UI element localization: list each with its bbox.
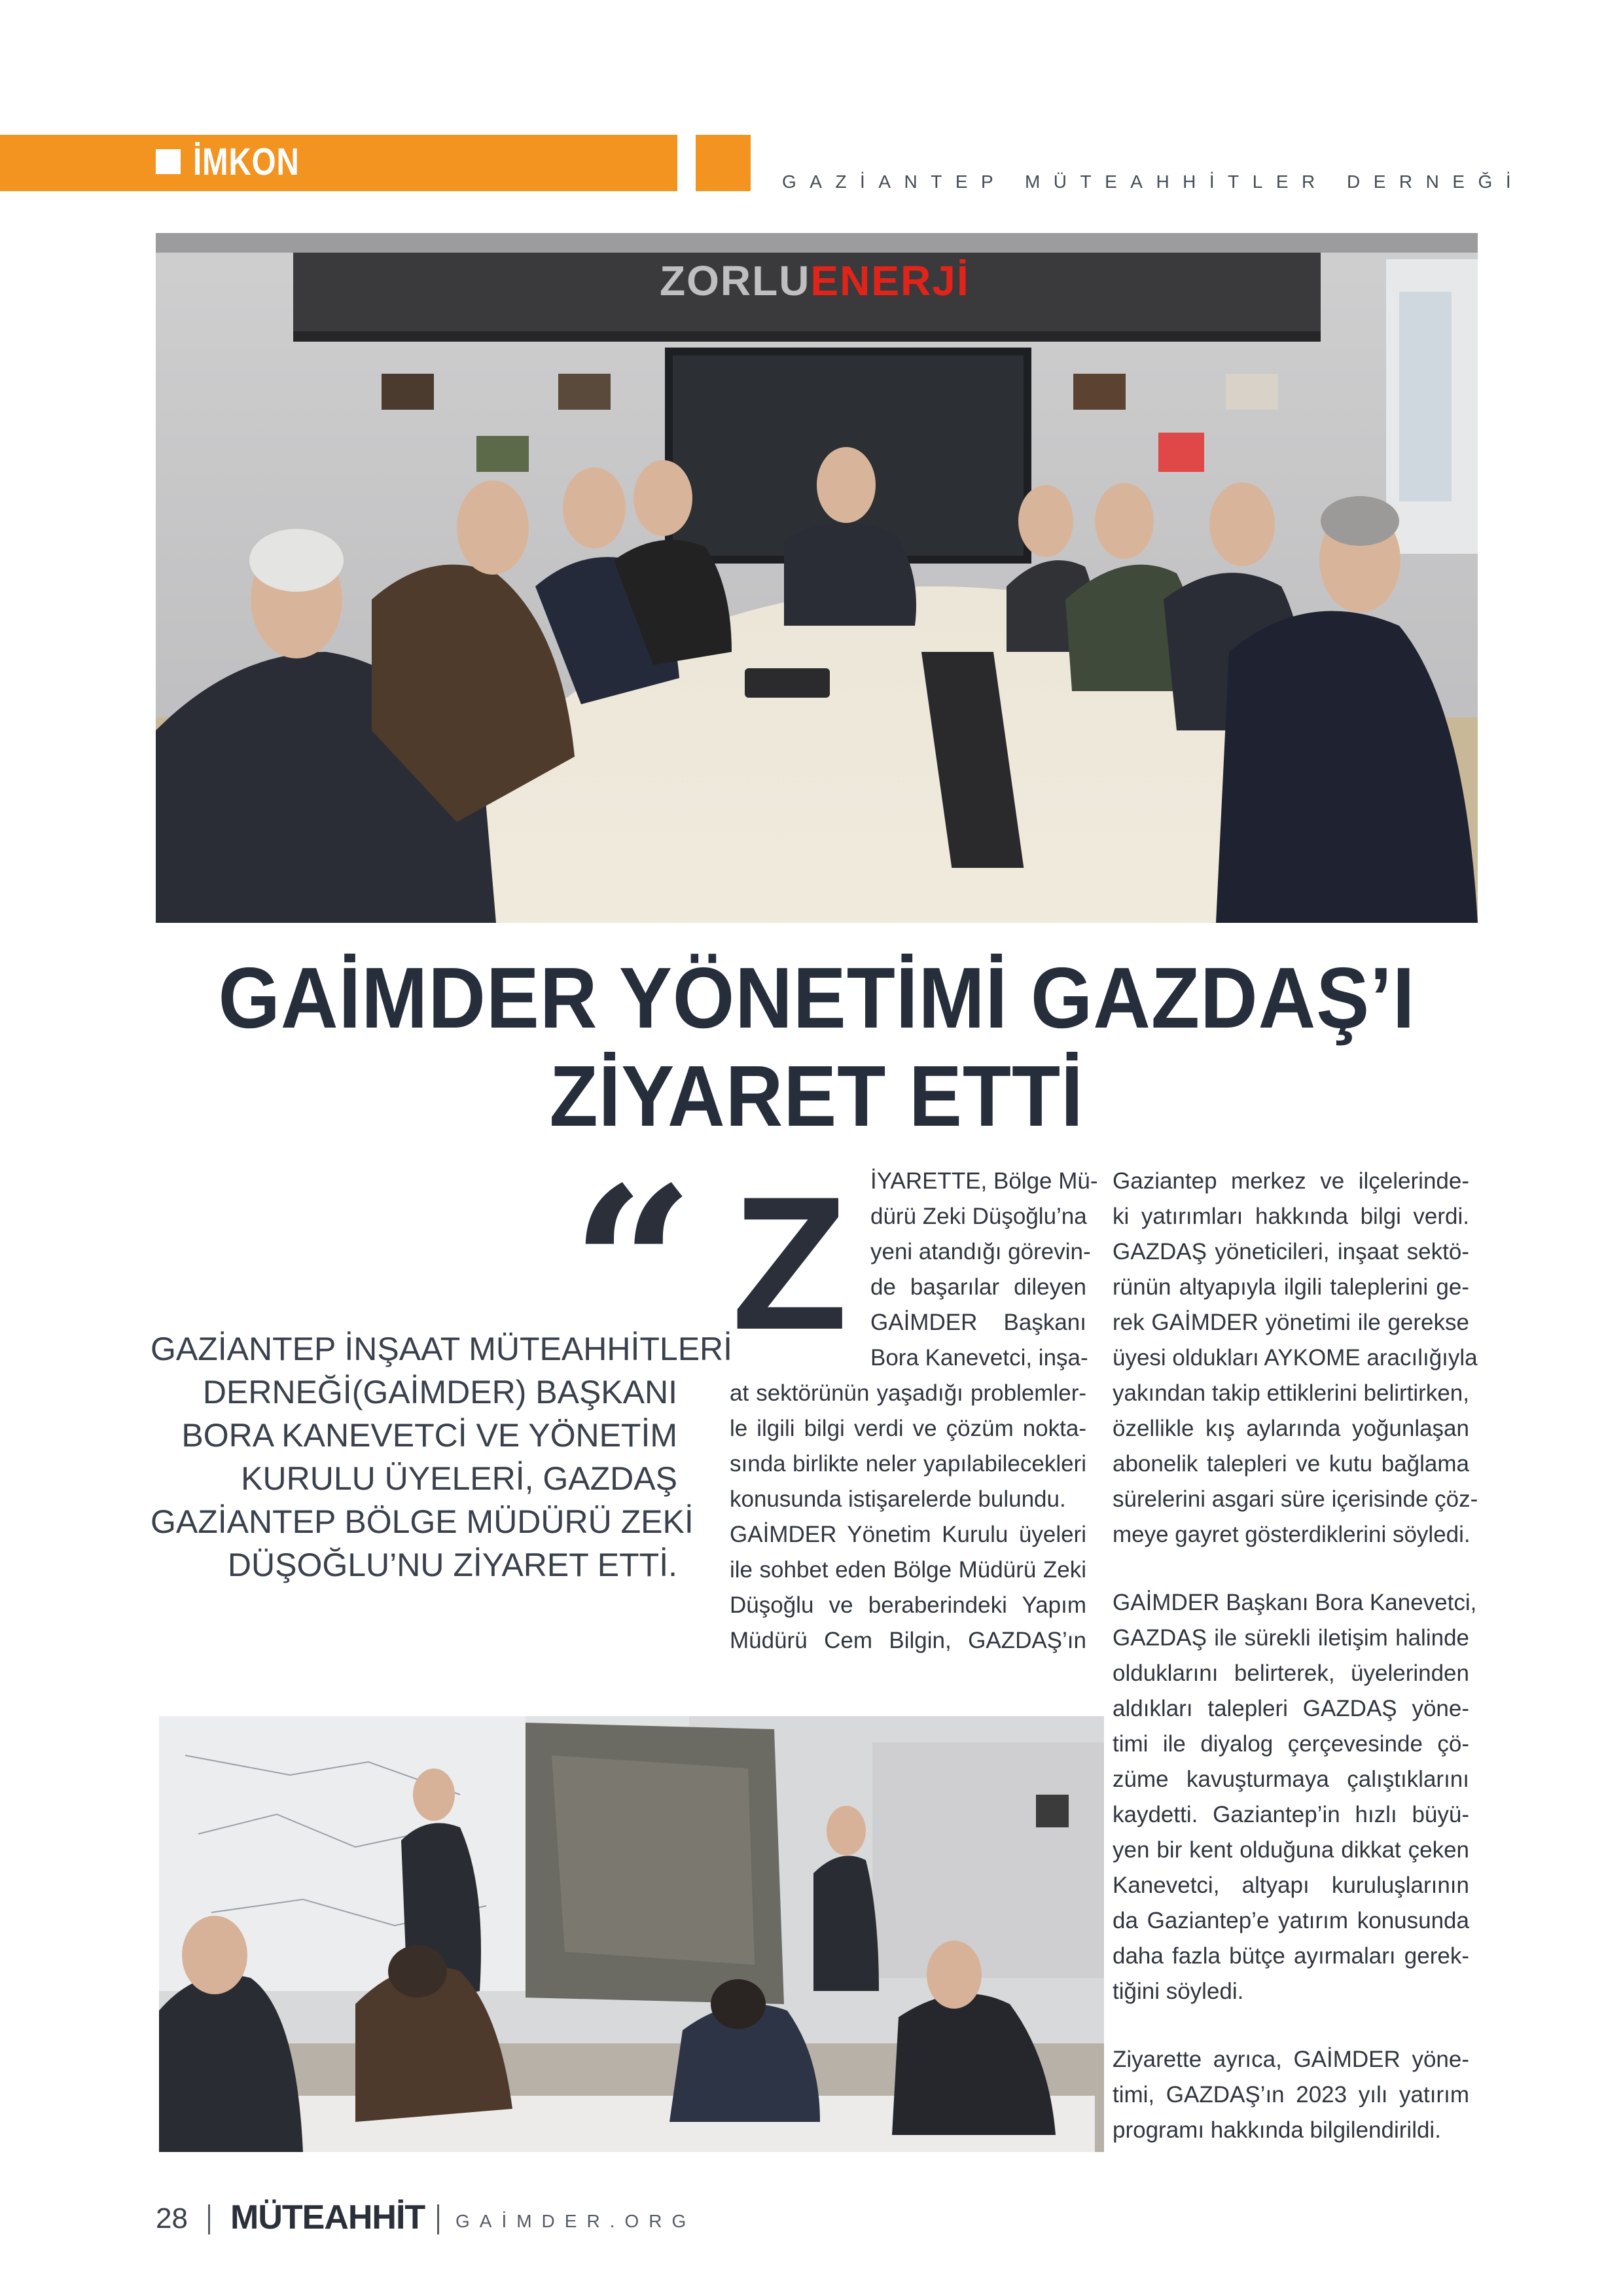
lead-line: DÜŞOĞLU’NU ZİYARET ETTİ. — [227, 1547, 677, 1583]
magazine-brand: MÜTEAHHİT — [230, 2198, 425, 2236]
article-title-line2: ZİYARET ETTİ — [549, 1048, 1084, 1144]
text-line: da Gaziantep’e yatırım konusunda — [1113, 1908, 1469, 1933]
text-line: GAZDAŞ yöneticileri, inşaat sektö- — [1113, 1239, 1469, 1265]
text-line: dürü Zeki Düşoğlu’na — [870, 1204, 1087, 1229]
sign-part1: ZORLU — [660, 257, 811, 304]
sign-text — [660, 257, 970, 305]
text-line: konusunda istişarelerde bulundu. — [730, 1486, 1066, 1512]
drop-cap: Z — [732, 1157, 848, 1369]
text-line: GAZDAŞ ile sürekli iletişim halinde — [1113, 1625, 1469, 1651]
text-line: ile sohbet eden Bölge Müdürü Zeki — [730, 1557, 1086, 1583]
text-line: Gaziantep merkez ve ilçelerinde- — [1113, 1168, 1469, 1194]
text-line: yeni atandığı görevin- — [870, 1239, 1091, 1265]
map-discussion-photo — [159, 1716, 1104, 2152]
text-line: yen bir kent olduğuna dikkat çeken — [1113, 1837, 1469, 1863]
text-line: timi ile diyalog çerçevesinde çö- — [1113, 1731, 1469, 1757]
text-line: olduklarını belirterek, üyelerinden — [1113, 1660, 1469, 1686]
text-line: özellikle kış aylarında yoğunlaşan — [1113, 1416, 1469, 1441]
text-line: İYARETTE, Bölge Mü- — [870, 1168, 1098, 1194]
text-line: Bora Kanevetci, inşa- — [870, 1345, 1088, 1371]
text-line: rek GAİMDER yönetimi ile gerekse — [1113, 1310, 1469, 1335]
page-number: 28 — [156, 2202, 188, 2234]
lead-line: KURULU ÜYELERİ, GAZDAŞ — [241, 1460, 677, 1497]
header-accent-block — [696, 135, 751, 191]
text-line: at sektörünün yaşadığı problemler- — [730, 1380, 1086, 1406]
text-line: GAİMDER Başkanı — [870, 1310, 1086, 1335]
lead-line: BORA KANEVETCİ VE YÖNETİM — [181, 1417, 677, 1454]
text-line: sürelerini asgari süre içerisinde çöz- — [1113, 1486, 1478, 1512]
text-line: Müdürü Cem Bilgin, GAZDAŞ’ın — [730, 1628, 1086, 1653]
paragraph-gap — [1113, 1552, 1469, 1585]
column2-body — [1113, 1164, 1478, 2148]
quote-mark: “ — [571, 1139, 695, 1393]
column1-body — [730, 1376, 1086, 1659]
text-line: GAİMDER Yönetim Kurulu üyeleri — [730, 1522, 1086, 1547]
text-line: sında birlikte neler yapılabilecekleri — [730, 1451, 1086, 1477]
text-line: rünün altyapıyla ilgili taleplerini ge- — [1113, 1274, 1469, 1300]
header-square-icon — [156, 149, 181, 174]
meeting-photo-illustration — [156, 233, 1478, 923]
sign-part2: ENERJİ — [810, 257, 970, 304]
article-title-line1: GAİMDER YÖNETİMİ GAZDAŞ’I — [218, 950, 1416, 1046]
footer-separator — [437, 2204, 439, 2234]
text-line: meye gayret gösterdiklerini söyledi. — [1113, 1522, 1471, 1547]
section-label: İMKON — [193, 141, 300, 183]
map-discussion-illustration — [159, 1716, 1104, 2152]
paragraph-gap — [1113, 2009, 1469, 2042]
text-line: de başarılar dileyen — [870, 1274, 1086, 1300]
text-line: GAİMDER Başkanı Bora Kanevetci, — [1113, 1590, 1477, 1615]
text-line: yakından takip ettiklerini belirtirken, — [1113, 1380, 1469, 1406]
text-line: le ilgili bilgi verdi ve çözüm nokta- — [730, 1416, 1086, 1441]
lead-line: GAZİANTEP BÖLGE MÜDÜRÜ ZEKİ — [151, 1503, 694, 1540]
text-line: abonelik talepleri ve kutu bağlama — [1113, 1451, 1469, 1477]
website-link[interactable]: GAİMDER.ORG — [455, 2211, 696, 2231]
text-line: timi, GAZDAŞ’ın 2023 yılı yatırım — [1113, 2082, 1469, 2108]
text-line: Kanevetci, altyapı kuruluşlarının — [1113, 1873, 1469, 1898]
text-line: Ziyarette ayrıca, GAİMDER yöne- — [1113, 2047, 1469, 2072]
meeting-photo — [156, 233, 1478, 923]
lead-text — [151, 1327, 733, 1587]
text-line: Düşoğlu ve beraberindeki Yapım — [730, 1592, 1086, 1618]
text-line: tiğini söyledi. — [1113, 1979, 1244, 2004]
footer-separator — [208, 2204, 210, 2234]
column1-intro — [870, 1164, 1098, 1376]
text-line: ki yatırımları hakkında bilgi verdi. — [1113, 1204, 1469, 1229]
text-line: programı hakkında bilgilendirildi. — [1113, 2117, 1441, 2143]
text-line: kaydetti. Gaziantep’in hızlı büyü- — [1113, 1802, 1469, 1827]
association-name: GAZİANTEP MÜTEAHHİTLER DERNEĞİ — [782, 171, 1525, 192]
text-line: aldıkları talepleri GAZDAŞ yöne- — [1113, 1696, 1469, 1721]
text-line: üyesi oldukları AYKOME aracılığıyla — [1113, 1345, 1478, 1371]
lead-line: DERNEĞİ(GAİMDER) BAŞKANI — [202, 1374, 677, 1410]
lead-line: GAZİANTEP İNŞAAT MÜTEAHHİTLERİ — [151, 1331, 733, 1367]
text-line: daha fazla bütçe ayırmaları gerek- — [1113, 1943, 1469, 1969]
text-line: züme kavuşturmaya çalıştıklarını — [1113, 1767, 1469, 1792]
header-bar — [0, 135, 677, 191]
